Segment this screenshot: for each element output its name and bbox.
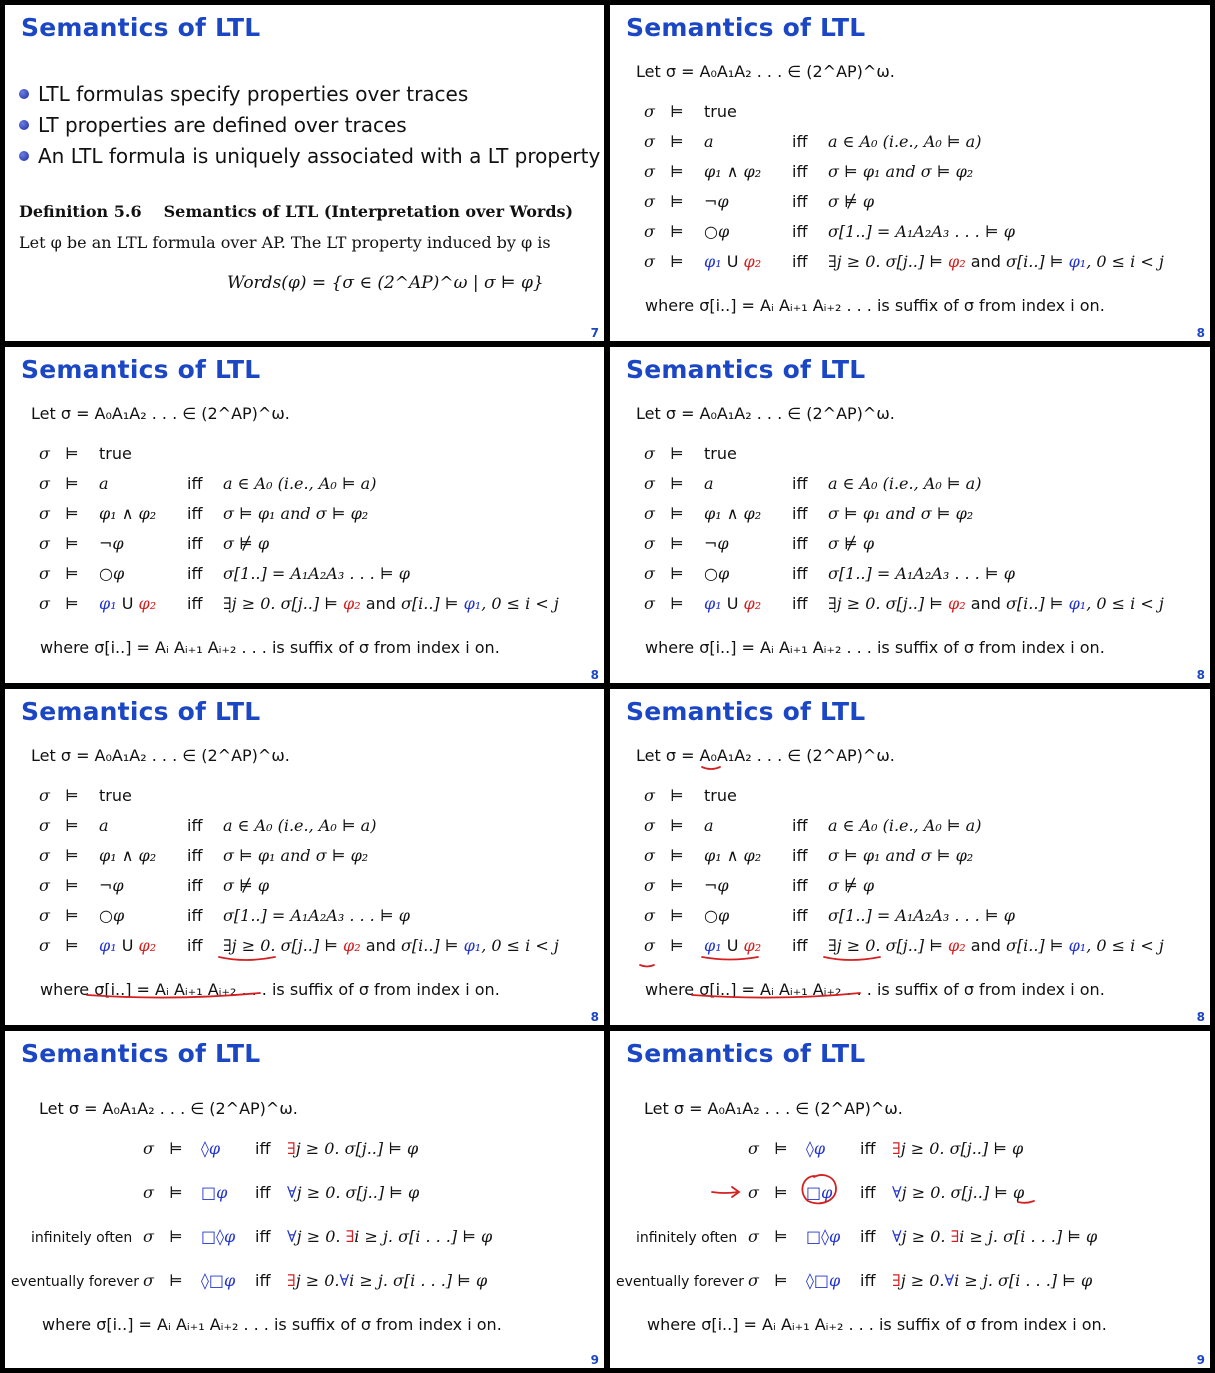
page-number: 7 <box>590 326 599 340</box>
row-true: σ ⊨ true <box>39 444 132 463</box>
ink-stroke <box>702 957 758 960</box>
row-not: σ ⊨ ¬φ iff σ ⊭ φ <box>39 876 270 895</box>
page-number: 8 <box>1196 1010 1205 1024</box>
row-and: σ ⊨ φ₁ ∧ φ₂ iff σ ⊨ φ₁ and σ ⊨ φ₂ <box>39 504 369 523</box>
slide-8-d <box>5 689 604 1025</box>
where-line: where σ[i..] = Aᵢ Aᵢ₊₁ Aᵢ₊₂ . . . is suffix of σ from index i on. <box>645 296 1105 315</box>
definition-heading: Definition 5.6 Semantics of LTL (Interpretation over Words) <box>19 202 574 221</box>
row-and: σ ⊨ φ₁ ∧ φ₂ iff σ ⊨ φ₁ and σ ⊨ φ₂ <box>644 504 974 523</box>
let-line: Let σ = A₀A₁A₂ . . . ∈ (2^AP)^ω. <box>636 62 895 81</box>
row-atom: σ ⊨ a iff a ∈ A₀ (i.e., A₀ ⊨ a) <box>39 474 377 493</box>
page-number: 9 <box>1196 1353 1205 1367</box>
slide-8-a <box>610 5 1210 341</box>
row-infinitely-often: infinitely often σ ⊨ □◊φ iff ∀j ≥ 0. ∃i ≥ j. σ[i . . .] ⊨ φ <box>31 1227 493 1246</box>
let-line: Let σ = A₀A₁A₂ . . . ∈ (2^AP)^ω. <box>636 746 895 765</box>
slide-title: Semantics of LTL <box>626 1039 866 1068</box>
page-number: 9 <box>590 1353 599 1367</box>
where-line: where σ[i..] = Aᵢ Aᵢ₊₁ Aᵢ₊₂ . . . is suffix of σ from index i on. <box>42 1315 502 1334</box>
let-line: Let σ = A₀A₁A₂ . . . ∈ (2^AP)^ω. <box>644 1099 903 1118</box>
row-and: σ ⊨ φ₁ ∧ φ₂ iff σ ⊨ φ₁ and σ ⊨ φ₂ <box>644 846 974 865</box>
row-until: σ ⊨ φ₁ U φ₂ iff ∃j ≥ 0. σ[j..] ⊨ φ₂ and σ[i..] ⊨ φ₁, 0 ≤ i < j <box>39 594 559 613</box>
ink-stroke <box>640 965 654 967</box>
row-eventually-forever: eventually forever σ ⊨ ◊□φ iff ∃j ≥ 0.∀i ≥ j. σ[i . . .] ⊨ φ <box>616 1271 1093 1290</box>
row-next: σ ⊨ ○φ iff σ[1..] = A₁A₂A₃ . . . ⊨ φ <box>644 564 1015 583</box>
row-not: σ ⊨ ¬φ iff σ ⊭ φ <box>644 192 875 211</box>
let-line: Let σ = A₀A₁A₂ . . . ∈ (2^AP)^ω. <box>39 1099 298 1118</box>
row-atom: σ ⊨ a iff a ∈ A₀ (i.e., A₀ ⊨ a) <box>644 474 982 493</box>
page-number: 8 <box>1196 668 1205 682</box>
slide-8-c <box>610 347 1210 683</box>
where-line: where σ[i..] = Aᵢ Aᵢ₊₁ Aᵢ₊₂ . . . is suffix of σ from index i on. <box>40 638 500 657</box>
row-infinitely-often: infinitely often σ ⊨ □◊φ iff ∀j ≥ 0. ∃i ≥ j. σ[i . . .] ⊨ φ <box>636 1227 1098 1246</box>
slide-title: Semantics of LTL <box>21 1039 261 1068</box>
let-line: Let σ = A₀A₁A₂ . . . ∈ (2^AP)^ω. <box>636 404 895 423</box>
row-until: σ ⊨ φ₁ U φ₂ iff ∃j ≥ 0. σ[j..] ⊨ φ₂ and σ[i..] ⊨ φ₁, 0 ≤ i < j <box>39 936 559 955</box>
row-true: σ ⊨ true <box>39 786 132 805</box>
row-until: σ ⊨ φ₁ U φ₂ iff ∃j ≥ 0. σ[j..] ⊨ φ₂ and σ[i..] ⊨ φ₁, 0 ≤ i < j <box>644 252 1164 271</box>
list-item: An LTL formula is uniquely associated with a LT property <box>19 141 600 172</box>
bullet-icon <box>19 120 29 130</box>
page-number: 8 <box>590 668 599 682</box>
list-item: LTL formulas specify properties over traces <box>19 79 600 110</box>
row-not: σ ⊨ ¬φ iff σ ⊭ φ <box>39 534 270 553</box>
slide-title: Semantics of LTL <box>21 13 261 42</box>
where-line: where σ[i..] = Aᵢ Aᵢ₊₁ Aᵢ₊₂ . . . is suffix of σ from index i on. <box>40 980 500 999</box>
row-and: σ ⊨ φ₁ ∧ φ₂ iff σ ⊨ φ₁ and σ ⊨ φ₂ <box>644 162 974 181</box>
slide-title: Semantics of LTL <box>21 697 261 726</box>
let-line: Let σ = A₀A₁A₂ . . . ∈ (2^AP)^ω. <box>31 746 290 765</box>
row-atom: σ ⊨ a iff a ∈ A₀ (i.e., A₀ ⊨ a) <box>644 816 982 835</box>
bullet-list <box>19 79 600 172</box>
slide-title: Semantics of LTL <box>626 13 866 42</box>
where-line: where σ[i..] = Aᵢ Aᵢ₊₁ Aᵢ₊₂ . . . is suffix of σ from index i on. <box>645 980 1105 999</box>
where-line: where σ[i..] = Aᵢ Aᵢ₊₁ Aᵢ₊₂ . . . is suffix of σ from index i on. <box>645 638 1105 657</box>
row-true: σ ⊨ true <box>644 102 737 121</box>
row-next: σ ⊨ ○φ iff σ[1..] = A₁A₂A₃ . . . ⊨ φ <box>39 906 410 925</box>
row-next: σ ⊨ ○φ iff σ[1..] = A₁A₂A₃ . . . ⊨ φ <box>644 222 1015 241</box>
slide-title: Semantics of LTL <box>626 697 866 726</box>
row-atom: σ ⊨ a iff a ∈ A₀ (i.e., A₀ ⊨ a) <box>644 132 982 151</box>
row-true: σ ⊨ true <box>644 444 737 463</box>
definition-text: Let φ be an LTL formula over AP. The LT property induced by φ is <box>19 233 551 252</box>
bullet-icon <box>19 151 29 161</box>
definition-formula: Words(φ) = {σ ∈ (2^AP)^ω | σ ⊨ φ} <box>227 273 544 293</box>
row-always: σ ⊨ □φ iff ∀j ≥ 0. σ[j..] ⊨ φ <box>143 1183 420 1202</box>
row-not: σ ⊨ ¬φ iff σ ⊭ φ <box>644 534 875 553</box>
row-until: σ ⊨ φ₁ U φ₂ iff ∃j ≥ 0. σ[j..] ⊨ φ₂ and σ[i..] ⊨ φ₁, 0 ≤ i < j <box>644 594 1164 613</box>
slide-9-a <box>5 1031 604 1368</box>
let-line: Let σ = A₀A₁A₂ . . . ∈ (2^AP)^ω. <box>31 404 290 423</box>
slide-8-e <box>610 689 1210 1025</box>
slide-title: Semantics of LTL <box>21 355 261 384</box>
row-eventually-forever: eventually forever σ ⊨ ◊□φ iff ∃j ≥ 0.∀i ≥ j. σ[i . . .] ⊨ φ <box>11 1271 488 1290</box>
bullet-icon <box>19 89 29 99</box>
where-line: where σ[i..] = Aᵢ Aᵢ₊₁ Aᵢ₊₂ . . . is suffix of σ from index i on. <box>647 1315 1107 1334</box>
row-eventually: σ ⊨ ◊φ iff ∃j ≥ 0. σ[j..] ⊨ φ <box>748 1139 1024 1158</box>
page-number: 8 <box>590 1010 599 1024</box>
slide-9-b <box>610 1031 1210 1368</box>
ink-stroke <box>824 957 880 960</box>
ink-stroke <box>702 767 720 769</box>
row-and: σ ⊨ φ₁ ∧ φ₂ iff σ ⊨ φ₁ and σ ⊨ φ₂ <box>39 846 369 865</box>
ink-stroke <box>712 1192 738 1193</box>
slide-7 <box>5 5 604 341</box>
row-true: σ ⊨ true <box>644 786 737 805</box>
ink-stroke <box>219 957 275 960</box>
row-until: σ ⊨ φ₁ U φ₂ iff ∃j ≥ 0. σ[j..] ⊨ φ₂ and σ[i..] ⊨ φ₁, 0 ≤ i < j <box>644 936 1164 955</box>
row-always: σ ⊨ □φ iff ∀j ≥ 0. σ[j..] ⊨ φ <box>748 1183 1025 1202</box>
page-number: 8 <box>1196 326 1205 340</box>
slide-title: Semantics of LTL <box>626 355 866 384</box>
row-not: σ ⊨ ¬φ iff σ ⊭ φ <box>644 876 875 895</box>
row-next: σ ⊨ ○φ iff σ[1..] = A₁A₂A₃ . . . ⊨ φ <box>39 564 410 583</box>
slide-8-b <box>5 347 604 683</box>
row-next: σ ⊨ ○φ iff σ[1..] = A₁A₂A₃ . . . ⊨ φ <box>644 906 1015 925</box>
list-item: LT properties are defined over traces <box>19 110 600 141</box>
ink-stroke <box>732 1187 739 1197</box>
row-atom: σ ⊨ a iff a ∈ A₀ (i.e., A₀ ⊨ a) <box>39 816 377 835</box>
row-eventually: σ ⊨ ◊φ iff ∃j ≥ 0. σ[j..] ⊨ φ <box>143 1139 419 1158</box>
